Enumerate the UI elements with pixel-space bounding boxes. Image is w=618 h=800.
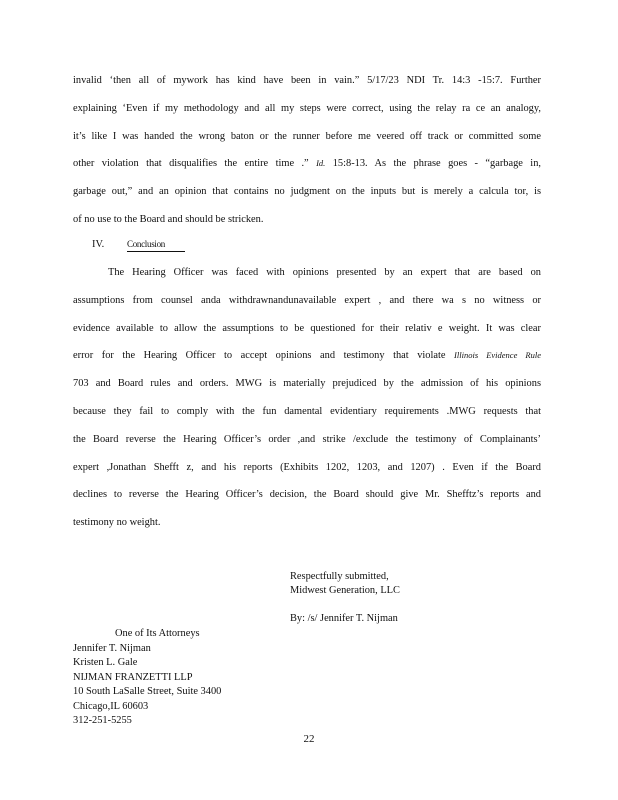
text-line: of no use to the Board and should be stricken. <box>73 213 264 225</box>
text-line: assumptions from counsel anda withdrawnandunavailable expert , and there wa s no witness or <box>73 294 541 306</box>
text-segment: 15:8-13. As the phrase goes - “garbage in, <box>332 158 541 170</box>
citation: Id. <box>316 158 326 169</box>
text-line: evidence available to allow the assumptions to be questioned for their relativ e weight. It was clear <box>73 322 541 334</box>
text-line: garbage out,” and an opinion that contains no judgment on the inputs but is merely a calcula tor, is <box>73 186 541 198</box>
text-segment: other violation that disqualifies the entire time .” <box>73 158 309 170</box>
section-title: Conclusion <box>127 237 185 252</box>
text-line <box>73 342 541 370</box>
text-segment: error for the Hearing Officer to accept opinions and testimony that violate <box>73 350 446 362</box>
text-line: explaining ‘Even if my methodology and all my steps were correct, using the relay ra ce an analogy, <box>73 102 541 114</box>
closing-line: Respectfully submitted, <box>290 571 389 582</box>
conclusion-paragraph <box>73 259 541 537</box>
text-line: testimony no weight. <box>73 517 161 529</box>
citation: Illinois Evidence Rule <box>454 350 541 361</box>
page-number: 22 <box>303 733 315 745</box>
text-line <box>73 150 541 178</box>
attorney-name: Kristen L. Gale <box>73 657 138 668</box>
text-line: The Hearing Officer was faced with opinions presented by an expert that are based on <box>108 267 541 278</box>
firm-line: Midwest Generation, LLC <box>290 585 400 596</box>
address-line: 10 South LaSalle Street, Suite 3400 <box>73 686 222 697</box>
attorney-block <box>73 627 221 729</box>
attorney-name: Jennifer T. Nijman <box>73 642 151 654</box>
signed-by-line: By: /s/ Jennifer T. Nijman <box>290 613 398 624</box>
text-line: declines to reverse the Hearing Officer’s decision, the Board should give Mr. Shefftz’s reports and <box>73 489 541 501</box>
text-line: expert ,Jonathan Shefft z, and his reports (Exhibits 1202, 1203, and 1207) . Even if the Board <box>73 461 541 473</box>
attorney-role: One of Its Attorneys <box>115 628 200 639</box>
signature-block <box>290 570 400 626</box>
section-heading <box>92 237 185 252</box>
text-line: because they fail to comply with the fun damental evidentiary requirements .MWG requests that <box>73 405 541 417</box>
text-line: the Board reverse the Hearing Officer’s order ,and strike /exclude the testimony of Complainants’ <box>73 433 541 445</box>
text-line: invalid ‘then all of mywork has kind have been in vain.” 5/17/23 NDI Tr. 14:3 -15:7. Further <box>73 75 541 86</box>
text-line: it’s like I was handed the wrong baton or the runner before me veered off track or committed some <box>73 130 541 142</box>
text-line: 703 and Board rules and orders. MWG is materially prejudiced by the admission of his opinions <box>73 378 541 390</box>
argument-paragraph <box>73 67 541 234</box>
section-number: IV. <box>92 239 105 250</box>
phone-number: 312-251-5255 <box>73 715 132 726</box>
address-line: Chicago,IL 60603 <box>73 700 149 712</box>
law-firm-name: NIJMAN FRANZETTI LLP <box>73 671 193 683</box>
